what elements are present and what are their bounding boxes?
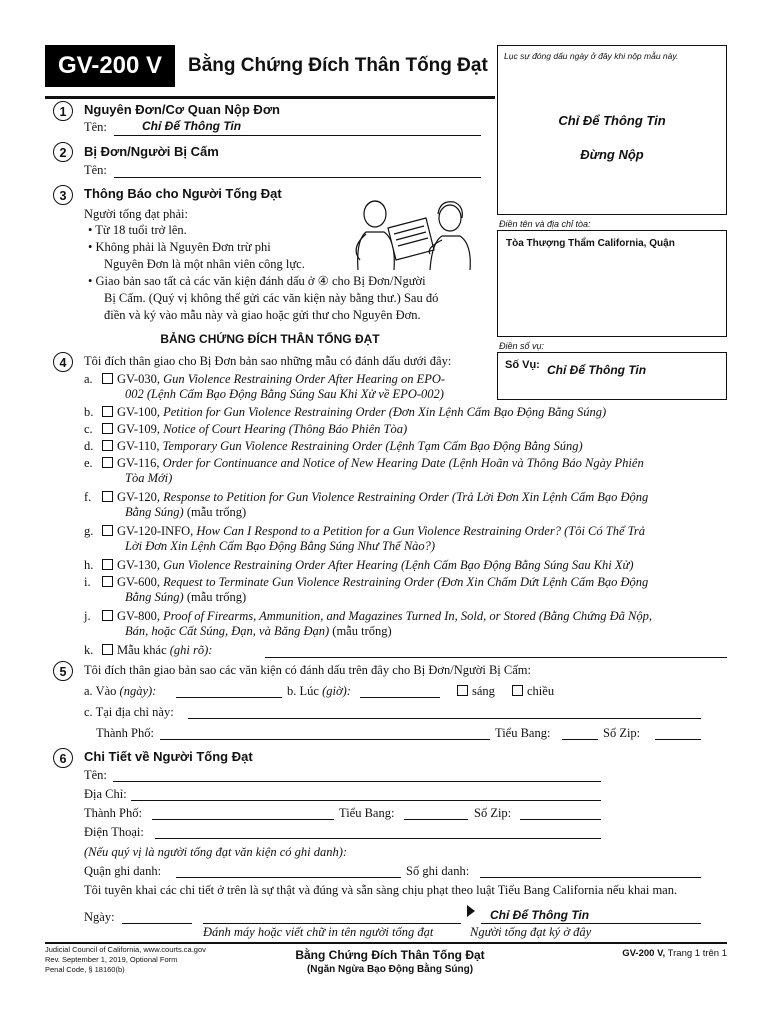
case-number-value[interactable]: Chỉ Để Thông Tin bbox=[547, 363, 647, 377]
server-phone-line[interactable] bbox=[155, 838, 601, 839]
server-state-line[interactable] bbox=[404, 819, 468, 820]
service-time-line[interactable] bbox=[360, 697, 440, 698]
requirement-2: • Không phải là Nguyên Đơn trừ phi bbox=[88, 240, 271, 254]
plaintiff-name-value[interactable]: Chỉ Để Thông Tin bbox=[142, 119, 242, 133]
service-date-label: a. Vào (ngày): bbox=[84, 684, 157, 698]
footer-left-2: Rev. September 1, 2019, Optional Form bbox=[45, 955, 178, 964]
registered-server-note: (Nếu quý vị là người tống đạt văn kiện có ghi danh): bbox=[84, 845, 348, 859]
respondent-name-line[interactable] bbox=[114, 177, 481, 178]
form-item-b-checkbox[interactable] bbox=[102, 406, 113, 417]
form-item-a: GV-030, Gun Violence Restraining Order After Hearing on EPO- 002 (Lệnh Cấm Bạo Động Bằng Súng Sau Khi Xử về EPO-002) bbox=[100, 372, 500, 402]
section-3-number: 3 bbox=[53, 185, 73, 205]
sign-date-line[interactable] bbox=[122, 923, 192, 924]
registration-number-label: Số ghi danh: bbox=[406, 864, 470, 878]
form-item-j: GV-800, Proof of Firearms, Ammunition, and Magazines Turned In, Sold, or Stored (Bằng Chứng Đã Nộp, Bán, hoặc Cất Súng, Đạn, và Băng Đạn) (mẫu trống) bbox=[100, 609, 740, 639]
printed-name-caption: Đánh máy hoặc viết chữ in tên người tống đạt bbox=[203, 925, 434, 939]
form-item-a-checkbox[interactable] bbox=[102, 373, 113, 384]
form-item-g-checkbox[interactable] bbox=[102, 525, 113, 536]
respondent-name-label: Tên: bbox=[84, 163, 107, 177]
case-number-label: Số Vụ: bbox=[505, 359, 540, 371]
form-item-d-checkbox[interactable] bbox=[102, 440, 113, 451]
section-4-number: 4 bbox=[53, 352, 73, 372]
section-6-title: Chi Tiết về Người Tống Đạt bbox=[84, 749, 253, 764]
footer-center-title: Bằng Chứng Đích Thân Tống Đạt bbox=[295, 948, 485, 962]
proof-heading: BẢNG CHỨNG ĐÍCH THÂN TỐNG ĐẠT bbox=[160, 332, 380, 346]
clerk-stamp-box bbox=[497, 45, 727, 215]
footer-page: GV-200 V, Trang 1 trên 1 bbox=[622, 948, 727, 959]
form-id: GV-200 V bbox=[57, 52, 163, 79]
server-name-label: Tên: bbox=[84, 768, 107, 782]
registration-county-label: Quận ghi danh: bbox=[84, 864, 162, 878]
signature-caption: Người tống đạt ký ở đây bbox=[470, 925, 592, 939]
section-5-number: 5 bbox=[53, 661, 73, 681]
form-item-j-checkbox[interactable] bbox=[102, 610, 113, 621]
sign-here-arrow-icon bbox=[466, 904, 476, 918]
section-2-number: 2 bbox=[53, 142, 73, 162]
server-requirements-intro: Người tống đạt phải: bbox=[84, 207, 188, 221]
service-zip-line[interactable] bbox=[655, 739, 701, 740]
section-4-intro: Tôi đích thân giao cho Bị Đơn bản sao những mẫu có đánh dấu dưới đây: bbox=[84, 354, 452, 368]
form-item-e-letter: e. bbox=[84, 456, 93, 470]
section-3-title: Thông Báo cho Người Tống Đạt bbox=[84, 186, 282, 201]
service-illustration bbox=[330, 192, 490, 272]
section-6-number: 6 bbox=[53, 748, 73, 768]
other-form-line[interactable] bbox=[265, 657, 727, 658]
server-city-line[interactable] bbox=[152, 819, 334, 820]
service-state-line[interactable] bbox=[562, 739, 598, 740]
requirement-3-cont2: điền và ký vào mẫu này và giao hoặc gửi thư cho Nguyên Đơn. bbox=[104, 308, 421, 322]
form-title: Bằng Chứng Đích Thân Tống Đạt bbox=[188, 55, 488, 76]
form-item-g: GV-120-INFO, How Can I Respond to a Petition for a Gun Violence Restraining Order? (Tôi Có Thể Trả Lời Đơn Xin Lệnh Cấm Bạo Động Bằng Súng Như Thế Nào?) bbox=[100, 524, 740, 554]
form-item-k: Mẫu khác (ghi rõ): bbox=[100, 643, 212, 658]
stamp-note: Lục sự đóng dấu ngày ở đây khi nộp mẫu này. bbox=[504, 51, 679, 61]
case-label: Điền số vụ: bbox=[499, 341, 545, 351]
service-address-label: c. Tại địa chỉ này: bbox=[84, 705, 174, 719]
stamp-info-line2: Đừng Nộp bbox=[580, 147, 644, 162]
service-city-line[interactable] bbox=[160, 739, 490, 740]
form-item-c-letter: c. bbox=[84, 422, 93, 436]
form-id-box bbox=[45, 45, 175, 87]
server-printed-name-line[interactable] bbox=[203, 923, 461, 924]
form-item-k-letter: k. bbox=[84, 643, 94, 657]
form-item-c: GV-109, Notice of Court Hearing (Thông Báo Phiên Tòa) bbox=[100, 422, 407, 437]
registration-county-line[interactable] bbox=[176, 877, 401, 878]
server-zip-line[interactable] bbox=[520, 819, 601, 820]
footer-left-1: Judicial Council of California, www.courts.ca.gov bbox=[45, 945, 206, 954]
form-item-d: GV-110, Temporary Gun Violence Restraining Order (Lệnh Tạm Cấm Bạo Động Bằng Súng) bbox=[100, 439, 583, 454]
server-state-label: Tiểu Bang: bbox=[339, 806, 395, 820]
form-item-c-checkbox[interactable] bbox=[102, 423, 113, 434]
section-2-title: Bị Đơn/Người Bị Cấm bbox=[84, 144, 219, 159]
plaintiff-name-label: Tên: bbox=[84, 120, 107, 134]
server-name-line[interactable] bbox=[113, 781, 601, 782]
pm-checkbox[interactable] bbox=[512, 685, 523, 696]
form-item-i-letter: i. bbox=[84, 575, 91, 589]
court-label: Điền tên và địa chỉ tòa: bbox=[499, 219, 591, 229]
server-signature-value[interactable]: Chỉ Để Thông Tin bbox=[490, 908, 590, 922]
stamp-info-line1: Chỉ Để Thông Tin bbox=[558, 113, 666, 128]
footer-rule bbox=[45, 942, 727, 944]
server-phone-label: Điện Thoại: bbox=[84, 825, 144, 839]
form-item-a-letter: a. bbox=[84, 372, 93, 386]
section-5-intro: Tôi đích thân giao bản sao các văn kiện có đánh dấu trên đây cho Bị Đơn/Người Bị Cấm: bbox=[84, 663, 531, 677]
form-item-e: GV-116, Order for Continuance and Notice of New Hearing Date (Lệnh Hoãn và Thông Báo Ngày Phiên Tòa Mới) bbox=[100, 456, 740, 486]
service-zip-label: Số Zip: bbox=[603, 726, 641, 740]
footer-center-subtitle: (Ngăn Ngừa Bạo Động Bằng Súng) bbox=[306, 964, 474, 975]
service-state-label: Tiểu Bang: bbox=[495, 726, 551, 740]
server-address-line[interactable] bbox=[131, 800, 601, 801]
service-date-line[interactable] bbox=[176, 697, 282, 698]
form-item-i-checkbox[interactable] bbox=[102, 576, 113, 587]
form-item-d-letter: d. bbox=[84, 439, 94, 453]
service-city-label: Thành Phố: bbox=[96, 726, 154, 740]
server-city-label: Thành Phố: bbox=[84, 806, 142, 820]
form-item-k-checkbox[interactable] bbox=[102, 644, 113, 655]
requirement-1: • Từ 18 tuổi trở lên. bbox=[88, 223, 187, 237]
requirement-3: • Giao bản sao tất cả các văn kiện đánh dấu ở ④ cho Bị Đơn/Người bbox=[88, 274, 426, 288]
form-item-i: GV-600, Request to Terminate Gun Violence Restraining Order (Đơn Xin Chấm Dứt Lệnh Cấm Bạo Động Bằng Súng) (mẫu trống) bbox=[100, 575, 740, 605]
form-item-e-checkbox[interactable] bbox=[102, 457, 113, 468]
form-item-g-letter: g. bbox=[84, 524, 94, 538]
court-name: Tòa Thượng Thẩm California, Quận bbox=[506, 238, 675, 249]
title-rule bbox=[45, 96, 495, 99]
form-item-b: GV-100, Petition for Gun Violence Restraining Order (Đơn Xin Lệnh Cấm Bạo Động Bằng Súng) bbox=[100, 405, 606, 420]
plaintiff-name-line[interactable] bbox=[114, 135, 481, 136]
form-item-b-letter: b. bbox=[84, 405, 94, 419]
section-1-title: Nguyên Đơn/Cơ Quan Nộp Đơn bbox=[84, 102, 280, 117]
requirement-2-cont: Nguyên Đơn là một nhân viên công lực. bbox=[104, 257, 305, 271]
service-time-label: b. Lúc (giờ): bbox=[287, 684, 351, 698]
server-signature-line[interactable] bbox=[481, 923, 701, 924]
server-zip-label: Số Zip: bbox=[474, 806, 512, 820]
sign-date-label: Ngày: bbox=[84, 910, 115, 924]
section-1-number: 1 bbox=[53, 101, 73, 121]
server-address-label: Địa Chỉ: bbox=[84, 787, 127, 801]
requirement-3-cont1: Bị Cấm. (Quý vị không thể gửi các văn kiện này bằng thư.) Sau đó bbox=[104, 291, 439, 305]
perjury-declaration: Tôi tuyên khai các chi tiết ở trên là sự thật và đúng và sẵn sàng chịu phạt theo luật Tiểu Bang California nếu khai man. bbox=[84, 883, 678, 897]
am-option: sáng bbox=[455, 684, 495, 699]
service-address-line[interactable] bbox=[188, 718, 701, 719]
footer-left-3: Penal Code, § 18160(b) bbox=[45, 965, 125, 974]
form-item-h-checkbox[interactable] bbox=[102, 559, 113, 570]
form-item-h-letter: h. bbox=[84, 558, 94, 572]
form-item-f-letter: f. bbox=[84, 490, 92, 504]
form-item-h: GV-130, Gun Violence Restraining Order After Hearing (Lệnh Cấm Bạo Động Bằng Súng Sau Khi Xử) bbox=[100, 558, 634, 573]
am-checkbox[interactable] bbox=[457, 685, 468, 696]
registration-number-line[interactable] bbox=[480, 877, 701, 878]
pm-option: chiều bbox=[510, 684, 554, 699]
form-item-j-letter: j. bbox=[84, 609, 91, 623]
form-item-f-checkbox[interactable] bbox=[102, 491, 113, 502]
form-item-f: GV-120, Response to Petition for Gun Violence Restraining Order (Trả Lời Đơn Xin Lệnh Cấm Bạo Động Bằng Súng) (mẫu trống) bbox=[100, 490, 740, 520]
